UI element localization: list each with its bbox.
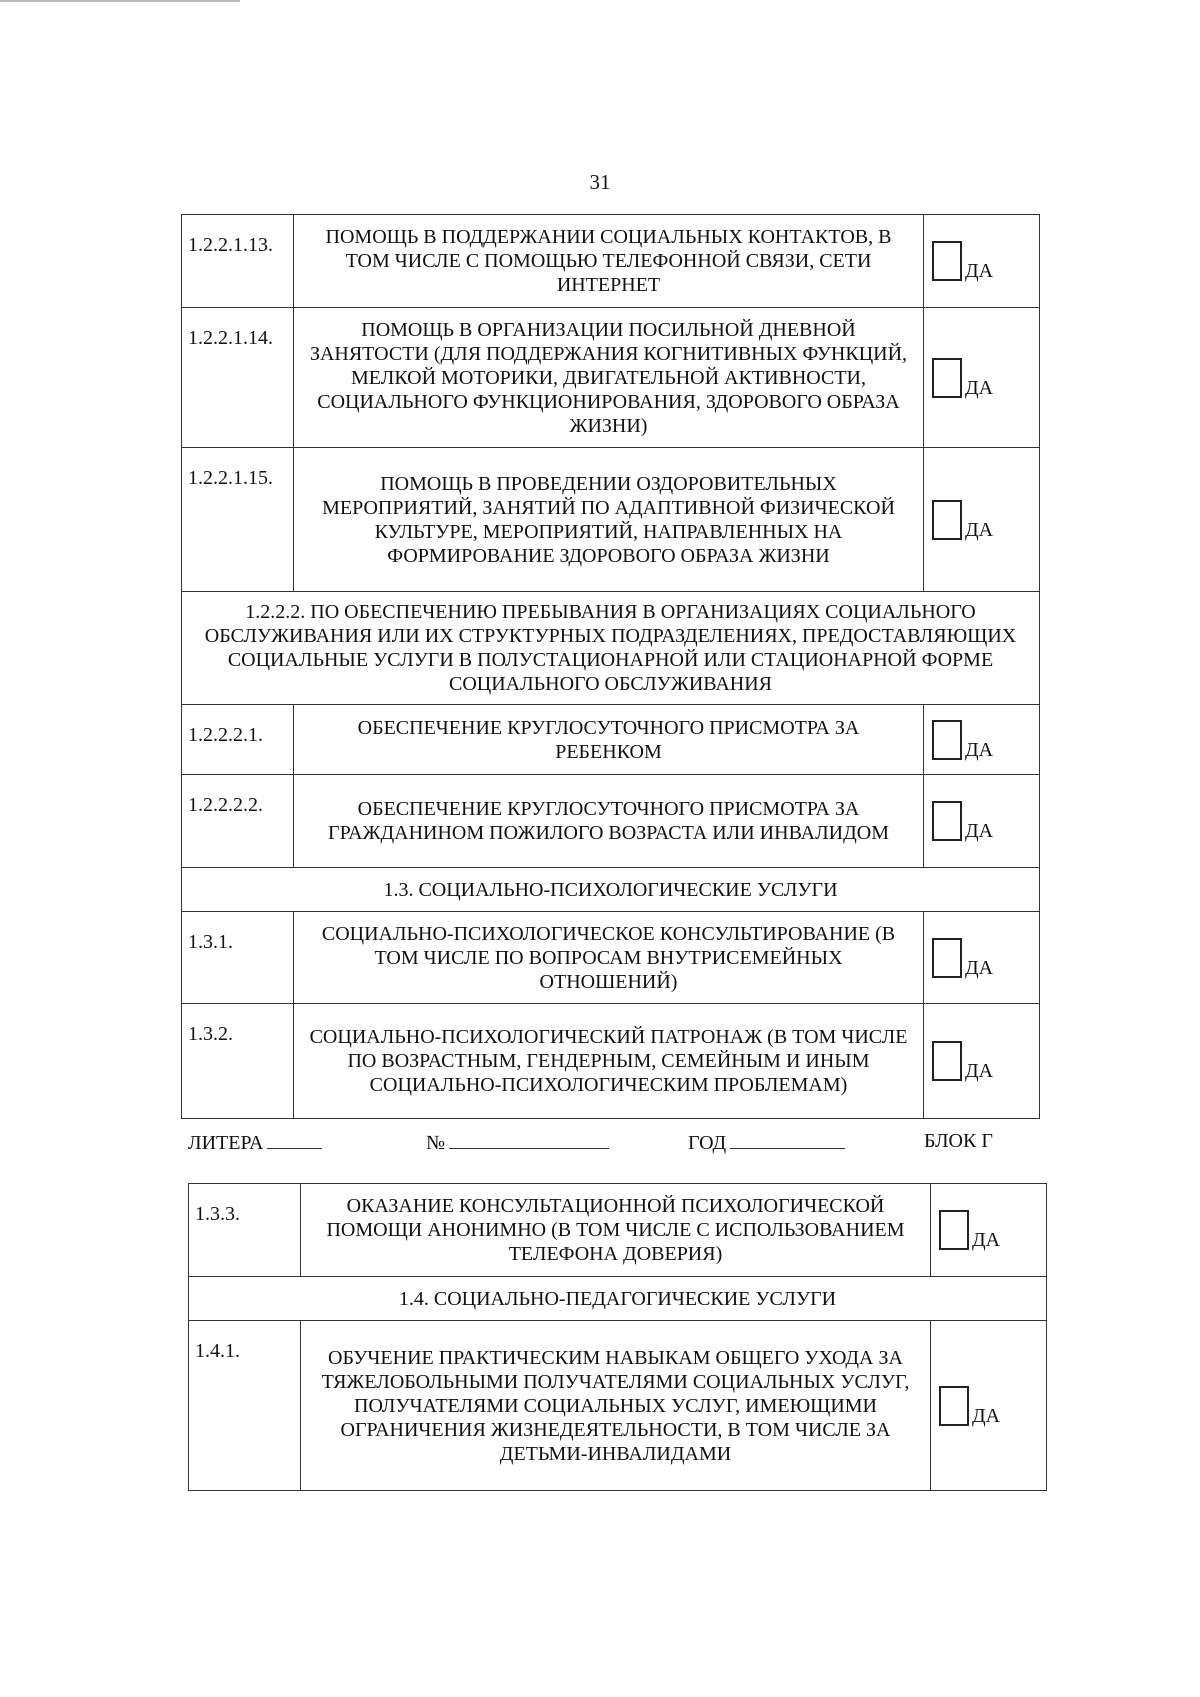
checkbox-cell: [924, 705, 1040, 775]
yes-checkbox[interactable]: [932, 720, 962, 760]
service-description: ОБЕСПЕЧЕНИЕ КРУГЛОСУТОЧНОГО ПРИСМОТРА ЗА РЕБЕНКОМ: [294, 705, 924, 775]
table-row: [189, 1321, 1047, 1491]
number-label: №: [426, 1132, 446, 1154]
checkbox-cell: [924, 775, 1040, 868]
yes-label: ДА: [965, 518, 994, 541]
yes-label: ДА: [965, 820, 994, 842]
yes-label: ДА: [972, 1229, 1001, 1251]
block-label: БЛОК Г: [924, 1130, 993, 1152]
row-number: 1.2.2.2.2.: [182, 775, 294, 868]
section-row: [189, 1277, 1047, 1321]
page-number: 31: [589, 170, 611, 194]
service-description: ОБЕСПЕЧЕНИЕ КРУГЛОСУТОЧНОГО ПРИСМОТРА ЗА ГРАЖДАНИНОМ ПОЖИЛОГО ВОЗРАСТА ИЛИ ИНВАЛИДОМ: [294, 775, 924, 868]
service-description: ПОМОЩЬ В ОРГАНИЗАЦИИ ПОСИЛЬНОЙ ДНЕВНОЙ ЗАНЯТОСТИ (ДЛЯ ПОДДЕРЖАНИЯ КОГНИТИВНЫХ ФУНКЦИЙ, МЕЛКОЙ МОТОРИКИ, ДВИГАТЕЛЬНОЙ АКТИВНОСТИ, СОЦИАЛЬНОГО ФУНКЦИОНИРОВАНИЯ, ЗДОРОВОГО ОБРАЗА ЖИЗНИ): [294, 308, 924, 448]
table-row: [182, 215, 1040, 308]
table-row: [182, 912, 1040, 1004]
section-row: [182, 592, 1040, 705]
row-number: 1.4.1.: [189, 1321, 301, 1491]
yes-label: ДА: [965, 376, 994, 399]
yes-checkbox[interactable]: [939, 1386, 969, 1426]
table-row: [182, 448, 1040, 592]
services-table-1: [181, 214, 1040, 1119]
service-description: СОЦИАЛЬНО-ПСИХОЛОГИЧЕСКОЕ КОНСУЛЬТИРОВАНИЕ (В ТОМ ЧИСЛЕ ПО ВОПРОСАМ ВНУТРИСЕМЕЙНЫХ ОТНОШЕНИЙ): [294, 912, 924, 1004]
row-number: 1.2.2.1.13.: [182, 215, 294, 308]
service-description: ПОМОЩЬ В ПОДДЕРЖАНИИ СОЦИАЛЬНЫХ КОНТАКТОВ, В ТОМ ЧИСЛЕ С ПОМОЩЬЮ ТЕЛЕФОННОЙ СВЯЗИ, СЕТИ ИНТЕРНЕТ: [294, 215, 924, 308]
yes-checkbox[interactable]: [932, 358, 962, 398]
yes-label: ДА: [965, 1060, 994, 1082]
litera-field: [188, 1130, 322, 1155]
row-number: 1.3.2.: [182, 1004, 294, 1119]
year-label: ГОД: [688, 1132, 727, 1154]
table-row: [189, 1184, 1047, 1277]
yes-checkbox[interactable]: [932, 938, 962, 978]
yes-checkbox[interactable]: [932, 1041, 962, 1081]
year-field: [688, 1130, 845, 1155]
section-row: [182, 868, 1040, 912]
yes-checkbox[interactable]: [939, 1210, 969, 1250]
table-row: [182, 308, 1040, 448]
checkbox-cell: [924, 215, 1040, 308]
section-heading-1-3: 1.3. СОЦИАЛЬНО-ПСИХОЛОГИЧЕСКИЕ УСЛУГИ: [182, 868, 1040, 912]
row-number: 1.3.3.: [189, 1184, 301, 1277]
litera-label: ЛИТЕРА: [188, 1132, 264, 1154]
checkbox-cell: [924, 448, 1040, 592]
table-row: [182, 775, 1040, 868]
section-heading-1-4: 1.4. СОЦИАЛЬНО-ПЕДАГОГИЧЕСКИЕ УСЛУГИ: [189, 1277, 1047, 1321]
service-description: ОКАЗАНИЕ КОНСУЛЬТАЦИОННОЙ ПСИХОЛОГИЧЕСКОЙ ПОМОЩИ АНОНИМНО (В ТОМ ЧИСЛЕ С ИСПОЛЬЗОВАНИЕМ ТЕЛЕФОНА ДОВЕРИЯ): [301, 1184, 931, 1277]
number-input-line[interactable]: [449, 1130, 609, 1149]
checkbox-cell: [924, 912, 1040, 1004]
row-number: 1.2.2.1.15.: [182, 448, 294, 592]
scan-edge: [0, 0, 240, 2]
yes-label: ДА: [965, 738, 994, 761]
table-row: [182, 705, 1040, 775]
checkbox-cell: [924, 308, 1040, 448]
yes-label: ДА: [965, 260, 994, 282]
section-heading-1-2-2-2: 1.2.2.2. ПО ОБЕСПЕЧЕНИЮ ПРЕБЫВАНИЯ В ОРГАНИЗАЦИЯХ СОЦИАЛЬНОГО ОБСЛУЖИВАНИЯ ИЛИ ИХ СТРУКТУРНЫХ ПОДРАЗДЕЛЕНИЯХ, ПРЕДОСТАВЛЯЮЩИХ СОЦИАЛЬНЫЕ УСЛУГИ В ПОЛУСТАЦИОНАРНОЙ ИЛИ СТАЦИОНАРНОЙ ФОРМЕ СОЦИАЛЬНОГО ОБСЛУЖИВАНИЯ: [182, 592, 1040, 705]
row-number: 1.2.2.2.1.: [182, 705, 294, 775]
yes-checkbox[interactable]: [932, 500, 962, 540]
row-number: 1.3.1.: [182, 912, 294, 1004]
litera-input-line[interactable]: [267, 1130, 322, 1149]
checkbox-cell: [931, 1184, 1047, 1277]
row-number: 1.2.2.1.14.: [182, 308, 294, 448]
yes-checkbox[interactable]: [932, 241, 962, 281]
table-row: [182, 1004, 1040, 1119]
number-field: [426, 1130, 609, 1155]
services-table-2: [188, 1183, 1047, 1491]
year-input-line[interactable]: [730, 1130, 845, 1149]
service-description: СОЦИАЛЬНО-ПСИХОЛОГИЧЕСКИЙ ПАТРОНАЖ (В ТОМ ЧИСЛЕ ПО ВОЗРАСТНЫМ, ГЕНДЕРНЫМ, СЕМЕЙНЫМ И ИНЫМ СОЦИАЛЬНО-ПСИХОЛОГИЧЕСКИМ ПРОБЛЕМАМ): [294, 1004, 924, 1119]
checkbox-cell: [924, 1004, 1040, 1119]
checkbox-cell: [931, 1321, 1047, 1491]
service-description: ПОМОЩЬ В ПРОВЕДЕНИИ ОЗДОРОВИТЕЛЬНЫХ МЕРОПРИЯТИЙ, ЗАНЯТИЙ ПО АДАПТИВНОЙ ФИЗИЧЕСКОЙ КУЛЬТУРЕ, МЕРОПРИЯТИЙ, НАПРАВЛЕННЫХ НА ФОРМИРОВАНИЕ ЗДОРОВОГО ОБРАЗА ЖИЗНИ: [294, 448, 924, 592]
yes-label: ДА: [965, 956, 994, 979]
yes-label: ДА: [972, 1404, 1001, 1427]
service-description: ОБУЧЕНИЕ ПРАКТИЧЕСКИМ НАВЫКАМ ОБЩЕГО УХОДА ЗА ТЯЖЕЛОБОЛЬНЫМИ ПОЛУЧАТЕЛЯМИ СОЦИАЛЬНЫХ УСЛУГ, ПОЛУЧАТЕЛЯМИ СОЦИАЛЬНЫХ УСЛУГ, ИМЕЮЩИМИ ОГРАНИЧЕНИЯ ЖИЗНЕДЕЯТЕЛЬНОСТИ, В ТОМ ЧИСЛЕ ЗА ДЕТЬМИ-ИНВАЛИДАМИ: [301, 1321, 931, 1491]
yes-checkbox[interactable]: [932, 801, 962, 841]
